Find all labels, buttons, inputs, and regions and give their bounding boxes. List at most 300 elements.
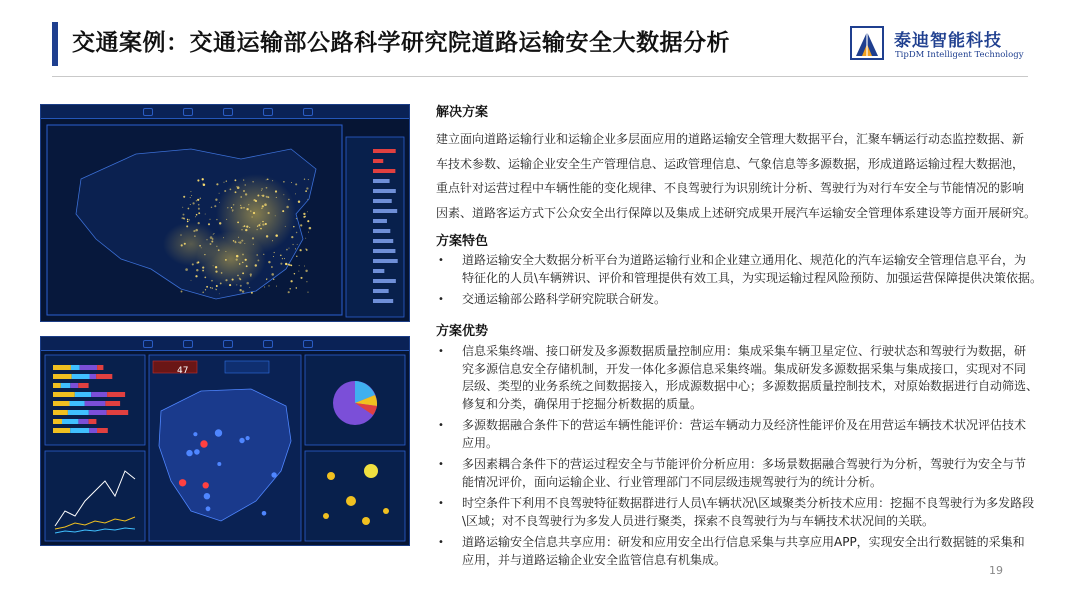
map-light-dot [213, 265, 214, 266]
map-light-dot [306, 281, 307, 282]
map-light-dot [214, 233, 215, 234]
dashboard-nav-tab [263, 340, 273, 348]
dashboard-nav-tab [223, 108, 233, 116]
map-light-dot [250, 210, 251, 211]
map-light-dot [250, 275, 251, 276]
map-light-dot [210, 243, 212, 245]
list-item: • 多因素耦合条件下的营运过程安全与节能评价分析应用：多场景数据融合驾驶行为分析，驾驶行为安全与节 能情况评价，面向运输企业、行业管理部门不同层级违规驾驶行为的统计分析。 [438, 457, 1027, 489]
map-light-dot [183, 218, 184, 219]
dashboard-nav-tab [143, 340, 153, 348]
solution-line: 车技术参数、运输企业安全生产管理信息、运政管理信息、气象信息等多源数据，形成道路运输过程大数据池， [436, 156, 1025, 171]
list-item: • 道路运输安全大数据分析平台为道路运输行业和企业建立通用化、规范化的汽车运输安全管理信息平台，为 特征化的人员\车辆辨识、评价和管理提供有效工具，为实现运输过程风险预防、加强运营保障提供决策依据。 [438, 253, 1043, 285]
stacked-bar-segment [78, 383, 88, 388]
map-light-dot [245, 193, 247, 195]
map-light-dot [291, 236, 293, 238]
map-light-dot [241, 229, 242, 230]
map-light-dot [236, 259, 238, 261]
map-light-dot [248, 204, 249, 205]
map-light-dot [257, 229, 258, 230]
map-light-dot [271, 266, 273, 268]
list-item: • 多源数据融合条件下的营运车辆性能评价：营运车辆动力及经济性能评价及在用营运车辆技术状况评估技术 应用。 [438, 418, 1027, 450]
map-light-dot [305, 238, 306, 239]
map-light-dot [190, 204, 191, 205]
map-light-dot [198, 212, 200, 214]
map-light-dot [212, 287, 213, 288]
map-light-dot [296, 287, 297, 288]
dashboard-nav-tab [303, 340, 313, 348]
map-marker [186, 450, 192, 456]
map-light-dot [296, 256, 297, 257]
map-light-dot [198, 204, 200, 206]
map-light-dot [289, 248, 290, 249]
map-light-dot [232, 279, 234, 281]
map-light-dot [245, 259, 247, 261]
map-light-dot [206, 239, 207, 240]
map-marker [194, 449, 200, 455]
map-light-dot [257, 259, 259, 261]
map-light-dot [268, 261, 270, 263]
map-light-dot [280, 254, 282, 256]
rank-bar [373, 249, 395, 253]
map-light-dot [256, 254, 258, 256]
header-divider [52, 76, 1028, 77]
map-light-dot [225, 279, 227, 281]
map-light-dot [274, 252, 275, 253]
map-light-dot [219, 222, 221, 224]
map-light-dot [235, 191, 237, 193]
map-marker [215, 429, 222, 436]
map-light-dot [183, 214, 185, 216]
map-light-dot [308, 232, 309, 233]
map-light-dot [284, 258, 285, 259]
map-light-dot [219, 293, 220, 294]
map-light-dot [241, 240, 243, 242]
map-light-dot [188, 208, 190, 210]
map-light-dot [215, 266, 217, 268]
stacked-bar-segment [105, 401, 120, 406]
bullet-dot-icon: • [438, 459, 444, 470]
map-light-dot [242, 254, 244, 256]
map-light-dot [213, 234, 214, 235]
map-light-dot [201, 247, 202, 248]
map-light-dot [271, 273, 274, 276]
section-heading-advantages: 方案优势 [436, 324, 489, 339]
stacked-bar-segment [68, 410, 89, 415]
map-light-dot [300, 224, 302, 226]
dashboard-screenshot-vehicle-map [40, 104, 410, 322]
map-light-dot [306, 187, 308, 189]
map-light-dot [243, 207, 245, 209]
map-light-dot [232, 209, 234, 211]
map-light-dot [194, 235, 196, 237]
map-light-dot [242, 272, 244, 274]
stacked-bar-segment [61, 383, 71, 388]
map-light-dot [195, 229, 198, 232]
stacked-bar-segment [91, 392, 107, 397]
list-item: • 道路运输安全信息共享应用：研发和应用安全出行信息采集与共享应用APP，实现安全出行数据链的采集和 应用，并与道路运输企业安全监管信息有机集成。 [438, 535, 1025, 567]
map-light-dot [240, 207, 242, 209]
rank-bar [373, 199, 392, 203]
section-heading-features: 方案特色 [436, 234, 489, 249]
dashboard-nav-tab [223, 340, 233, 348]
stacked-bar-segment [85, 401, 106, 406]
map-light-dot [215, 199, 217, 201]
map-marker [217, 462, 221, 466]
map-light-dot [275, 234, 278, 237]
map-light-dot [291, 182, 292, 183]
solution-line: 重点针对运营过程中车辆性能的变化规律、不良驾驶行为识别统计分析、驾驶行为对行车安全与节能情况的影响 [436, 181, 1025, 195]
stacked-bar-segment [53, 401, 70, 406]
map-light-dot [245, 229, 247, 231]
map-light-dot [239, 278, 241, 280]
map-light-dot [305, 190, 307, 192]
bullet-dot-icon: • [438, 255, 444, 266]
bullet-dot-icon: • [438, 537, 444, 548]
map-light-dot [305, 270, 307, 272]
map-marker [271, 472, 276, 477]
map-light-dot [196, 214, 198, 216]
map-light-dot [226, 219, 227, 220]
map-light-dot [199, 245, 201, 247]
map-light-dot [258, 224, 260, 226]
map-light-dot [198, 208, 200, 210]
map-light-dot [308, 179, 309, 180]
rank-bar [373, 259, 398, 263]
map-light-dot [220, 282, 222, 284]
map-light-dot [181, 291, 183, 293]
map-light-dot [223, 237, 224, 238]
map-light-dot [224, 190, 226, 192]
dashboard-nav-tab [183, 108, 193, 116]
map-light-dot [192, 202, 194, 204]
map-light-dot [272, 240, 273, 241]
rank-bar [373, 209, 397, 213]
map-light-dot [211, 280, 213, 282]
map-light-dot [246, 208, 248, 210]
dashboard-nav-tab [263, 108, 273, 116]
map-marker [239, 438, 244, 443]
map-light-dot [288, 291, 290, 293]
map-light-dot [192, 263, 194, 265]
list-item: • 信息采集终端、接口研发及多源数据质量控制应用：集成采集车辆卫星定位、行驶状态和驾驶行为数据，研 究多源信息安全存储机制，开发一体化多源信息采集终端。集成研发多源数据采集与集成接口，实现对不同 层级、类型的业务系统之间数据接入，形成源数据中心；多源数据质量控制技术，对原始数据进行自动筛选、 修复和分类，确保用于挖掘分析数据的质量。 [438, 344, 1039, 411]
solution-line: 因素、道路客运方式下公众安全出行保障以及集成上述研究成果开展汽车运输安全管理体系建设等方面开展研究。 [436, 205, 1037, 220]
map-light-dot [237, 222, 239, 224]
rank-bar [373, 289, 389, 293]
map-marker [203, 482, 209, 488]
map-light-dot [286, 206, 289, 209]
map-light-dot [233, 204, 235, 206]
stacked-bar-segment [89, 410, 107, 415]
map-light-dot [283, 181, 285, 183]
map-light-dot [253, 212, 255, 214]
dashboard-nav-tab [143, 108, 153, 116]
map-light-dot [257, 194, 259, 196]
map-light-dot [181, 244, 183, 246]
stacked-bar-segment [107, 410, 129, 415]
rank-bar [373, 159, 383, 163]
map-light-dot [303, 213, 305, 215]
stacked-bar-segment [53, 383, 61, 388]
map-light-dot [211, 240, 213, 242]
page-number: 19 [989, 564, 1003, 577]
stacked-bar-segment [53, 419, 62, 424]
map-marker [246, 436, 250, 440]
stacked-bar-segment [72, 374, 90, 379]
map-light-dot [180, 234, 182, 236]
map-light-dot [273, 279, 274, 280]
map-light-dot [264, 203, 267, 206]
map-light-dot [246, 225, 248, 227]
rank-bar [373, 189, 396, 193]
map-light-dot [266, 187, 268, 189]
map-light-dot [304, 179, 305, 180]
map-light-dot [252, 237, 254, 239]
title-accent-bar [52, 22, 58, 66]
map-light-dot [243, 190, 245, 192]
map-light-dot [294, 273, 295, 274]
map-light-dot [214, 205, 216, 207]
map-light-dot [184, 243, 186, 245]
map-light-dot [216, 246, 217, 247]
map-light-dot [268, 196, 270, 198]
map-light-dot [298, 200, 300, 202]
map-light-dot [195, 275, 197, 277]
map-light-dot [242, 262, 243, 263]
map-light-dot [307, 220, 309, 222]
stacked-bar-segment [53, 365, 71, 370]
map-light-dot [244, 225, 246, 227]
map-light-dot [275, 190, 277, 192]
map-light-dot [186, 225, 188, 227]
map-light-dot [290, 264, 292, 266]
page-title: 交通案例：交通运输部公路科学研究院道路运输安全大数据分析 [72, 30, 730, 56]
map-light-dot [299, 249, 301, 251]
map-light-dot [205, 289, 206, 290]
map-light-dot [266, 196, 268, 198]
features-list [436, 252, 1056, 309]
map-light-dot [296, 218, 297, 219]
map-light-dot [210, 287, 211, 288]
map-light-dot [268, 285, 269, 286]
map-marker [200, 440, 207, 447]
map-light-dot [244, 243, 245, 244]
map-light-dot [196, 269, 198, 271]
stacked-bar-segment [89, 428, 97, 433]
map-light-dot [289, 264, 291, 266]
stacked-bar-segment [75, 392, 91, 397]
map-light-dot [197, 179, 199, 181]
map-light-dot [245, 184, 246, 185]
map-light-dot [231, 207, 232, 208]
map-light-dot [260, 228, 262, 230]
map-marker [179, 479, 186, 486]
rank-bar [373, 299, 393, 303]
map-light-dot [276, 286, 277, 287]
map-marker [204, 493, 210, 499]
map-light-dot [240, 285, 242, 287]
map-light-dot [230, 189, 232, 191]
map-light-dot [240, 196, 242, 198]
map-light-dot [229, 284, 231, 286]
map-light-dot [307, 291, 308, 292]
stacked-bar-segment [62, 419, 78, 424]
map-light-dot [264, 287, 265, 288]
map-light-dot [263, 254, 264, 255]
map-light-dot [275, 215, 276, 216]
map-light-dot [282, 210, 284, 212]
map-light-dot [190, 197, 191, 198]
stacked-bar-segment [78, 419, 88, 424]
map-light-dot [262, 223, 264, 225]
rank-bar [373, 149, 396, 153]
map-light-dot [304, 266, 305, 267]
rank-bar [373, 229, 390, 233]
map-light-dot [197, 261, 199, 263]
map-light-dot [262, 205, 264, 207]
map-light-dot [202, 178, 204, 180]
map-light-dot [255, 264, 257, 266]
map-light-dot [266, 235, 268, 237]
map-light-dot [233, 240, 234, 241]
map-light-dot [283, 194, 284, 195]
map-light-dot [296, 232, 297, 233]
map-light-dot [219, 193, 220, 194]
map-light-dot [246, 265, 248, 267]
map-light-dot [218, 249, 220, 251]
map-light-dot [236, 255, 239, 258]
map-light-dot [239, 263, 240, 264]
rank-bar [373, 279, 396, 283]
map-light-dot [260, 223, 261, 224]
map-light-dot [210, 236, 213, 239]
map-light-dot [202, 183, 203, 184]
stacked-bar-segment [97, 428, 108, 433]
map-light-dot [272, 180, 273, 181]
map-light-dot [226, 180, 227, 181]
stacked-bar-segment [96, 374, 112, 379]
map-light-dot [246, 282, 249, 285]
map-light-dot [195, 216, 196, 217]
map-light-dot [189, 219, 190, 220]
map-light-dot [236, 186, 237, 187]
map-light-dot [300, 277, 302, 279]
bullet-dot-icon: • [438, 294, 444, 305]
china-night-map [41, 119, 410, 322]
map-light-dot [240, 205, 241, 206]
map-light-dot [234, 179, 236, 181]
map-marker [262, 511, 267, 516]
stacked-bar-segment [53, 374, 72, 379]
tipdm-logo-icon [850, 26, 884, 60]
map-light-dot [239, 289, 241, 291]
map-light-dot [298, 271, 299, 272]
stacked-bar-segment [53, 410, 68, 415]
stacked-bar-segment [53, 392, 75, 397]
brand-name-cn: 泰迪智能科技 [894, 31, 1002, 51]
map-light-dot [261, 195, 262, 196]
list-item: • 时空条件下利用不良驾驶特征数据群进行人员\车辆状况\区域聚类分析技术应用：挖掘不良驾驶行为多发路段 \区域；对不良驾驶行为多发人员进行聚类，探索不良驾驶行为与车辆技术状况间的关联。 [438, 496, 1035, 528]
map-light-dot [185, 268, 188, 271]
map-light-dot [200, 198, 201, 199]
rank-bar [373, 219, 387, 223]
rank-bar [373, 169, 395, 173]
map-light-dot [273, 256, 274, 257]
map-light-dot [249, 227, 250, 228]
map-light-dot [191, 280, 192, 281]
map-light-dot [266, 179, 267, 180]
stacked-bar-segment [107, 392, 125, 397]
map-light-dot [295, 193, 296, 194]
stacked-bar-segment [97, 365, 103, 370]
map-light-dot [286, 249, 288, 251]
map-light-dot [252, 216, 253, 217]
map-light-dot [249, 287, 250, 288]
map-light-dot [202, 270, 204, 272]
alarm-count-value: 47 [177, 366, 189, 376]
map-light-dot [196, 200, 197, 201]
map-light-dot [197, 199, 199, 201]
map-light-dot [265, 223, 267, 225]
map-light-dot [205, 214, 206, 215]
map-light-dot [191, 195, 192, 196]
stacked-bar-segment [70, 401, 85, 406]
map-light-dot [251, 292, 253, 294]
map-light-dot [198, 222, 200, 224]
map-light-dot [203, 184, 206, 187]
map-light-dot [253, 244, 254, 245]
map-light-dot [193, 230, 195, 232]
map-light-dot [221, 272, 223, 274]
map-light-dot [215, 270, 217, 272]
map-light-dot [187, 219, 188, 220]
map-light-dot [307, 211, 308, 212]
analysis-panels [41, 351, 410, 546]
map-light-dot [293, 226, 295, 228]
map-light-dot [290, 280, 292, 282]
map-light-dot [209, 219, 210, 220]
bullet-dot-icon: • [438, 420, 444, 431]
map-light-dot [239, 241, 241, 243]
map-light-dot [243, 180, 244, 181]
map-light-dot [232, 211, 233, 212]
map-light-dot [261, 188, 263, 190]
bullet-dot-icon: • [438, 346, 444, 357]
map-light-dot [190, 191, 191, 192]
bullet-dot-icon: • [438, 498, 444, 509]
map-light-dot [309, 227, 312, 230]
map-light-dot [208, 223, 210, 225]
map-light-dot [252, 181, 253, 182]
map-light-dot [250, 273, 252, 275]
stacked-bar-segment [80, 365, 97, 370]
map-light-dot [261, 190, 262, 191]
map-light-dot [216, 289, 218, 291]
map-light-dot [306, 249, 308, 251]
map-light-dot [280, 263, 282, 265]
map-light-dot [261, 208, 263, 210]
solution-paragraph [436, 127, 1048, 225]
map-light-dot [307, 199, 308, 200]
map-light-dot [242, 290, 244, 292]
map-light-dot [282, 258, 283, 259]
map-light-dot [187, 221, 189, 223]
map-light-dot [257, 226, 258, 227]
map-light-dot [238, 242, 239, 243]
map-light-dot [292, 244, 293, 245]
map-light-dot [235, 241, 236, 242]
map-marker [206, 506, 211, 511]
map-light-dot [182, 207, 183, 208]
